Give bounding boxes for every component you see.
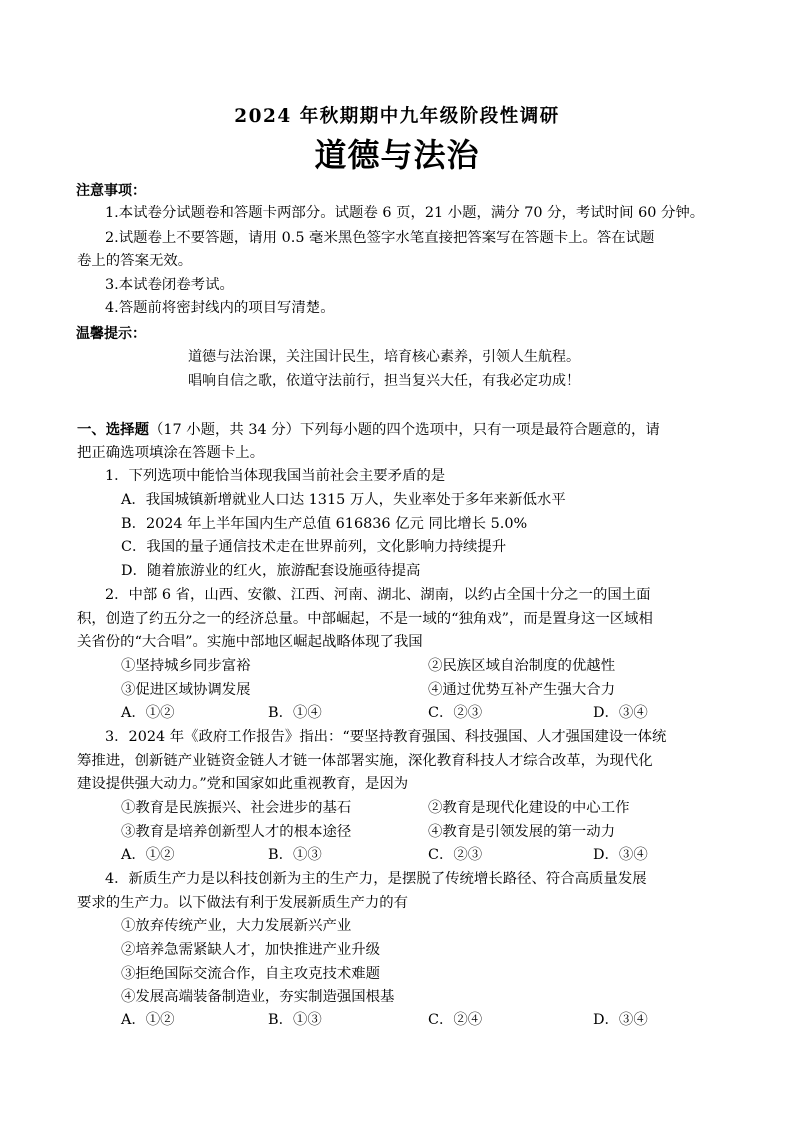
q2-item-3: ③促进区域协调发展 — [121, 682, 251, 698]
exam-title: 道德与法治 — [314, 136, 480, 174]
exam-subtitle: 2024 年秋期期中九年级阶段性调研 — [234, 106, 560, 127]
q3-stem-3: 建设提供强大动力。”党和国家如此重视教育，是因为 — [77, 776, 409, 792]
notice-line-3: 卷上的答案无效。 — [77, 253, 193, 269]
notice-line-4: 3.本试卷闭卷考试。 — [105, 277, 234, 293]
q3-choice-b: B．①③ — [268, 847, 322, 863]
q4-choice-d: D．③④ — [593, 1012, 648, 1028]
section1-line2: 把正确选项填涂在答题卡上。 — [77, 445, 265, 461]
q2-item-2: ②民族区域自治制度的优越性 — [428, 658, 616, 674]
q2-stem-2: 积，创造了约五分之一的经济总量。中部崛起，不是一域的“独角戏”，而是置身这一区域相 — [77, 611, 653, 627]
notice-line-1: 1.本试卷分试题卷和答题卡两部分。试题卷 6 页，21 小题，满分 70 分，考试时间 60 分钟。 — [105, 205, 705, 221]
q1-option-a: A．我国城镇新增就业人口达 1315 万人，失业率处于多年来新低水平 — [121, 492, 566, 508]
q1-option-d: D．随着旅游业的红火，旅游配套设施亟待提高 — [121, 563, 421, 579]
notice-line-5: 4.答题前将密封线内的项目写清楚。 — [105, 300, 335, 316]
q2-choice-b: B．①④ — [268, 705, 322, 721]
q4-stem-2: 要求的生产力。以下做法有利于发展新质生产力的有 — [77, 895, 408, 911]
tips-line-1: 道德与法治课，关注国计民生，培育核心素养，引领人生航程。 — [188, 349, 580, 365]
notice-heading: 注意事项： — [76, 183, 146, 199]
section1-header — [77, 420, 660, 440]
section1-info: （17 小题，共 34 分）下列每小题的四个选项中，只有一项是最符合题意的，请 — [148, 422, 660, 438]
q4-item-4: ④发展高端装备制造业，夯实制造强国根基 — [121, 989, 395, 1005]
q3-choice-d: D．③④ — [593, 847, 648, 863]
q1-option-c: C．我国的量子通信技术走在世界前列，文化影响力持续提升 — [121, 539, 507, 555]
q2-choice-d: D．③④ — [593, 705, 648, 721]
q2-item-1: ①坚持城乡同步富裕 — [121, 658, 251, 674]
q4-item-1: ①放弃传统产业，大力发展新兴产业 — [121, 918, 352, 934]
q2-item-4: ④通过优势互补产生强大合力 — [428, 682, 616, 698]
q3-stem-2: 筹推进，创新链产业链资金链人才链一体部署实施，深化教育科技人才综合改革，为现代化 — [77, 753, 653, 769]
q1-stem: 1．下列选项中能恰当体现我国当前社会主要矛盾的是 — [105, 468, 446, 484]
q3-item-1: ①教育是民族振兴、社会进步的基石 — [121, 800, 352, 816]
q4-choice-c: C．②④ — [428, 1012, 483, 1028]
notice-line-2: 2.试题卷上不要答题，请用 0.5 毫米黑色签字水笔直接把答案写在答题卡上。答在试题 — [105, 230, 655, 246]
q3-item-3: ③教育是培养创新型人才的根本途径 — [121, 824, 352, 840]
q4-item-3: ③拒绝国际交流合作，自主攻克技术难题 — [121, 966, 381, 982]
q3-choice-a: A．①② — [121, 847, 175, 863]
section1-label: 一、选择题 — [77, 421, 149, 438]
q3-choice-c: C．②③ — [428, 847, 483, 863]
q2-choice-c: C．②③ — [428, 705, 483, 721]
q4-item-2: ②培养急需紧缺人才，加快推进产业升级 — [121, 942, 381, 958]
q4-stem-1: 4．新质生产力是以科技创新为主的生产力，是摆脱了传统增长路径、符合高质量发展 — [105, 871, 647, 887]
tips-line-2: 唱响自信之歌，依道守法前行，担当复兴大任，有我必定功成！ — [188, 373, 580, 389]
q4-choice-b: B．①③ — [268, 1012, 322, 1028]
q1-option-b: B．2024 年上半年国内生产总值 616836 亿元 同比增长 5.0% — [121, 516, 528, 532]
q2-choice-a: A．①② — [121, 705, 175, 721]
q3-item-4: ④教育是引领发展的第一动力 — [428, 824, 616, 840]
q4-choice-a: A．①② — [121, 1012, 175, 1028]
q3-item-2: ②教育是现代化建设的中心工作 — [428, 800, 630, 816]
q3-stem-1: 3．2024 年《政府工作报告》指出：“要坚持教育强国、科技强国、人才强国建设一体统 — [105, 729, 667, 745]
tips-heading: 温馨提示： — [76, 326, 146, 342]
q2-stem-3: 关省份的“大合唱”。实施中部地区崛起战略体现了我国 — [77, 634, 423, 650]
q2-stem-1: 2．中部 6 省，山西、安徽、江西、河南、湖北、湖南，以约占全国十分之一的国土面 — [105, 587, 651, 603]
